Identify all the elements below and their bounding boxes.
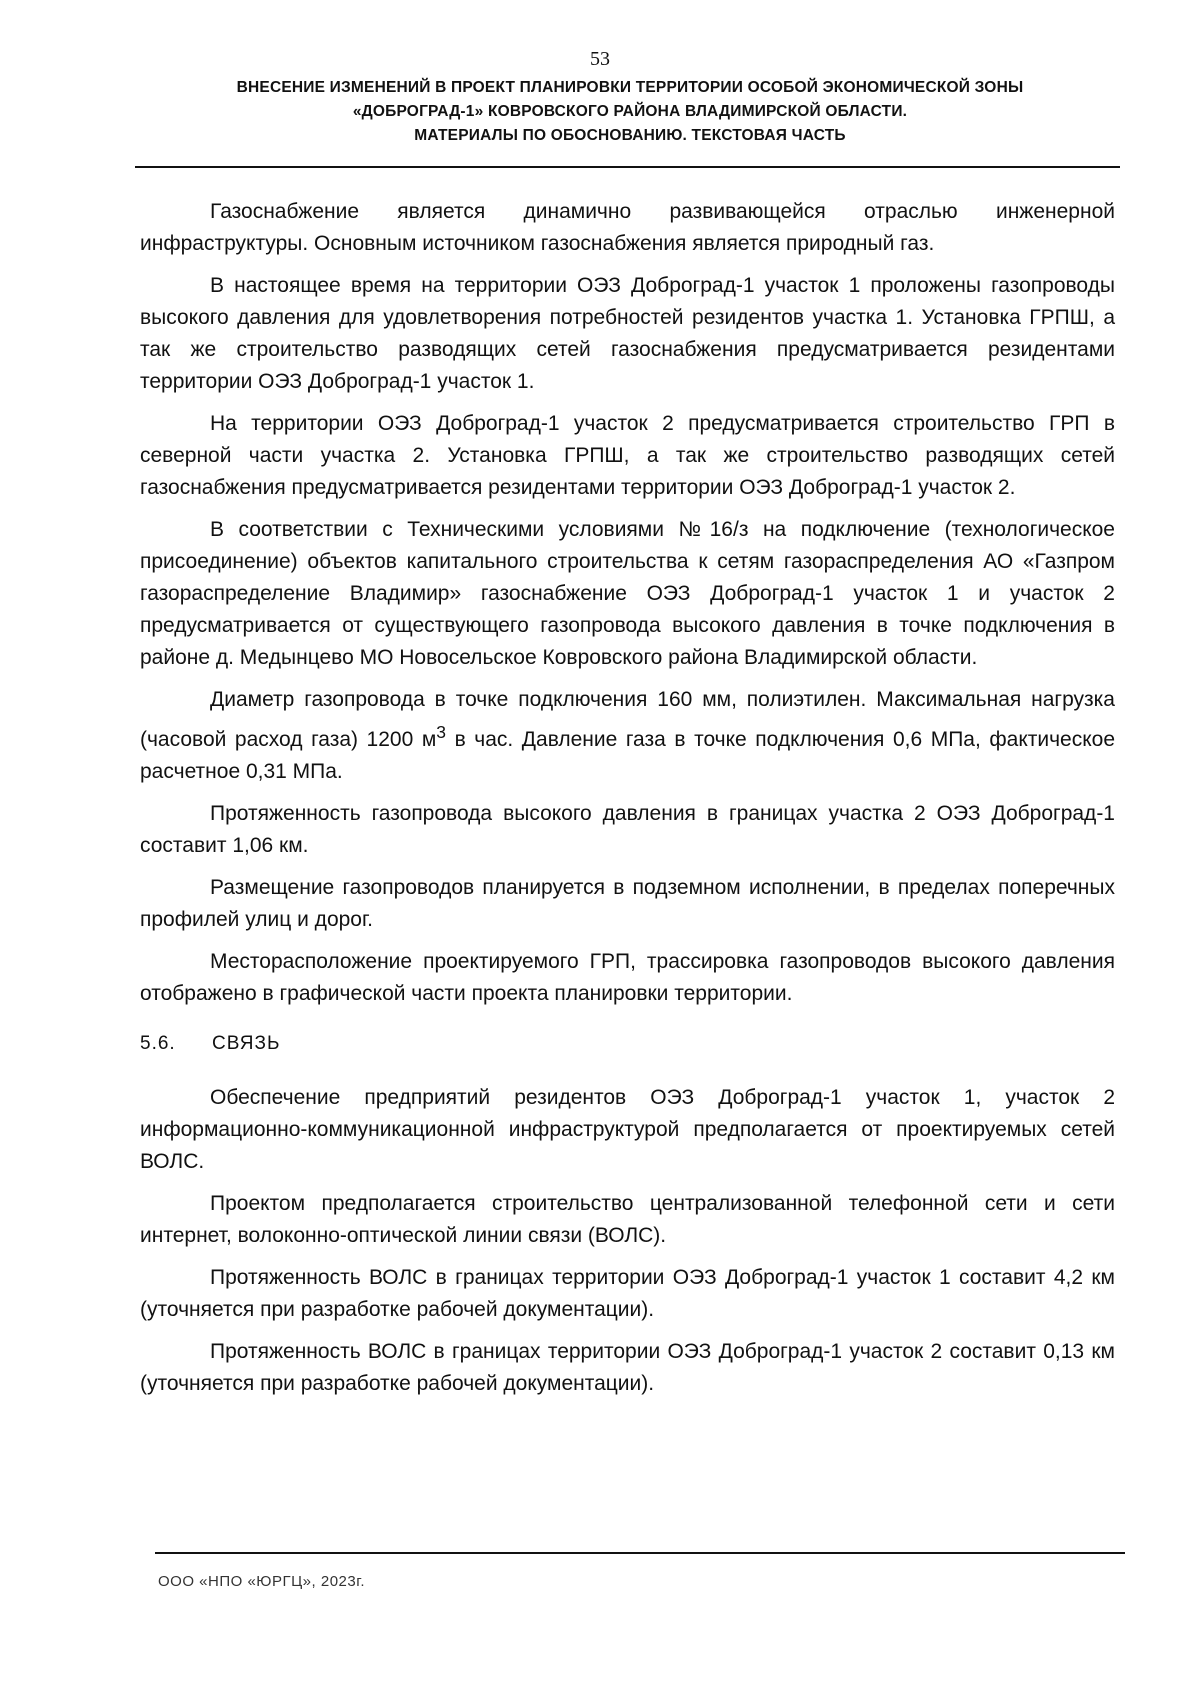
header-line: «ДОБРОГРАД-1» КОВРОВСКОГО РАЙОНА ВЛАДИМИРСКОЙ ОБЛАСТИ. xyxy=(352,103,908,120)
superscript: 3 xyxy=(436,722,447,742)
paragraph: Газоснабжение является динамично развивающейся отраслью инженерной инфраструктуры. Основным источником газоснабжения является природный газ. xyxy=(140,200,1115,255)
document-body xyxy=(140,196,1115,1410)
footer-divider xyxy=(155,1552,1125,1554)
paragraph: Протяженность ВОЛС в границах территории ОЭЗ Доброград-1 участок 2 составит 0,13 км (уточняется при разработке рабочей документации). xyxy=(140,1340,1115,1395)
paragraph: В настоящее время на территории ОЭЗ Доброград-1 участок 1 проложены газопроводы высокого давления для удовлетворения потребностей резидентов участка 1. Установка ГРПШ, а так же строительство разводящих сетей газоснабжения предусматривается резидентами территории ОЭЗ Доброград-1 участок 1. xyxy=(140,274,1115,393)
section-number: 5.6. xyxy=(140,1033,176,1054)
paragraph-text: Диаметр газопровода в точке подключения 160 мм, полиэтилен. Максимальная нагрузка (часовой расход газа) 1200 м xyxy=(140,688,1115,751)
paragraph-text: в час. Давление газа в точке подключения 0,6 МПа, фактическое расчетное 0,31 МПа. xyxy=(140,728,1115,783)
paragraph: Проектом предполагается строительство централизованной телефонной сети и сети интернет, волоконно-оптической линии связи (ВОЛС). xyxy=(140,1192,1115,1247)
paragraph: Протяженность ВОЛС в границах территории ОЭЗ Доброград-1 участок 1 составит 4,2 км (уточняется при разработке рабочей документации). xyxy=(140,1266,1115,1321)
paragraph: Размещение газопроводов планируется в подземном исполнении, в пределах поперечных профилей улиц и дорог. xyxy=(140,876,1115,931)
section-heading xyxy=(140,1028,1115,1060)
header-line: ВНЕСЕНИЕ ИЗМЕНЕНИЙ В ПРОЕКТ ПЛАНИРОВКИ ТЕРРИТОРИИ ОСОБОЙ ЭКОНОМИЧЕСКОЙ ЗОНЫ xyxy=(236,79,1024,96)
paragraph: Месторасположение проектируемого ГРП, трассировка газопроводов высокого давления отображено в графической части проекта планировки территории. xyxy=(140,950,1115,1005)
footer-copyright: ООО «НПО «ЮРГЦ», 2023г. xyxy=(158,1573,366,1590)
section-title: СВЯЗЬ xyxy=(212,1033,281,1054)
paragraph: Протяженность газопровода высокого давления в границах участка 2 ОЭЗ Доброград-1 составит 1,06 км. xyxy=(140,802,1115,857)
page-number: 53 xyxy=(590,48,610,70)
paragraph: В соответствии с Техническими условиями №16/з на подключение (технологическое присоединение) объектов капитального строительства к сетям газораспределения АО «Газпром газораспределение Владимир» газоснабжение ОЭЗ Доброград-1 участок 1 и участок 2 предусматривается от существующего газопровода высокого давления в точке подключения в районе д. Медынцево МО Новосельское Ковровского района Владимирской области. xyxy=(140,518,1115,669)
paragraph: Обеспечение предприятий резидентов ОЭЗ Доброград-1 участок 1, участок 2 информационно-коммуникационной инфраструктурой предполагается от проектируемых сетей ВОЛС. xyxy=(140,1086,1115,1173)
header-divider xyxy=(135,166,1120,168)
document-header xyxy=(150,76,1110,148)
header-line: МАТЕРИАЛЫ ПО ОБОСНОВАНИЮ. ТЕКСТОВАЯ ЧАСТЬ xyxy=(414,127,846,144)
paragraph: На территории ОЭЗ Доброград-1 участок 2 предусматривается строительство ГРП в северной части участка 2. Установка ГРПШ, а так же строительство разводящих сетей газоснабжения предусматривается резидентами территории ОЭЗ Доброград-1 участок 2. xyxy=(140,412,1115,499)
paragraph-gas-load xyxy=(140,684,1115,788)
